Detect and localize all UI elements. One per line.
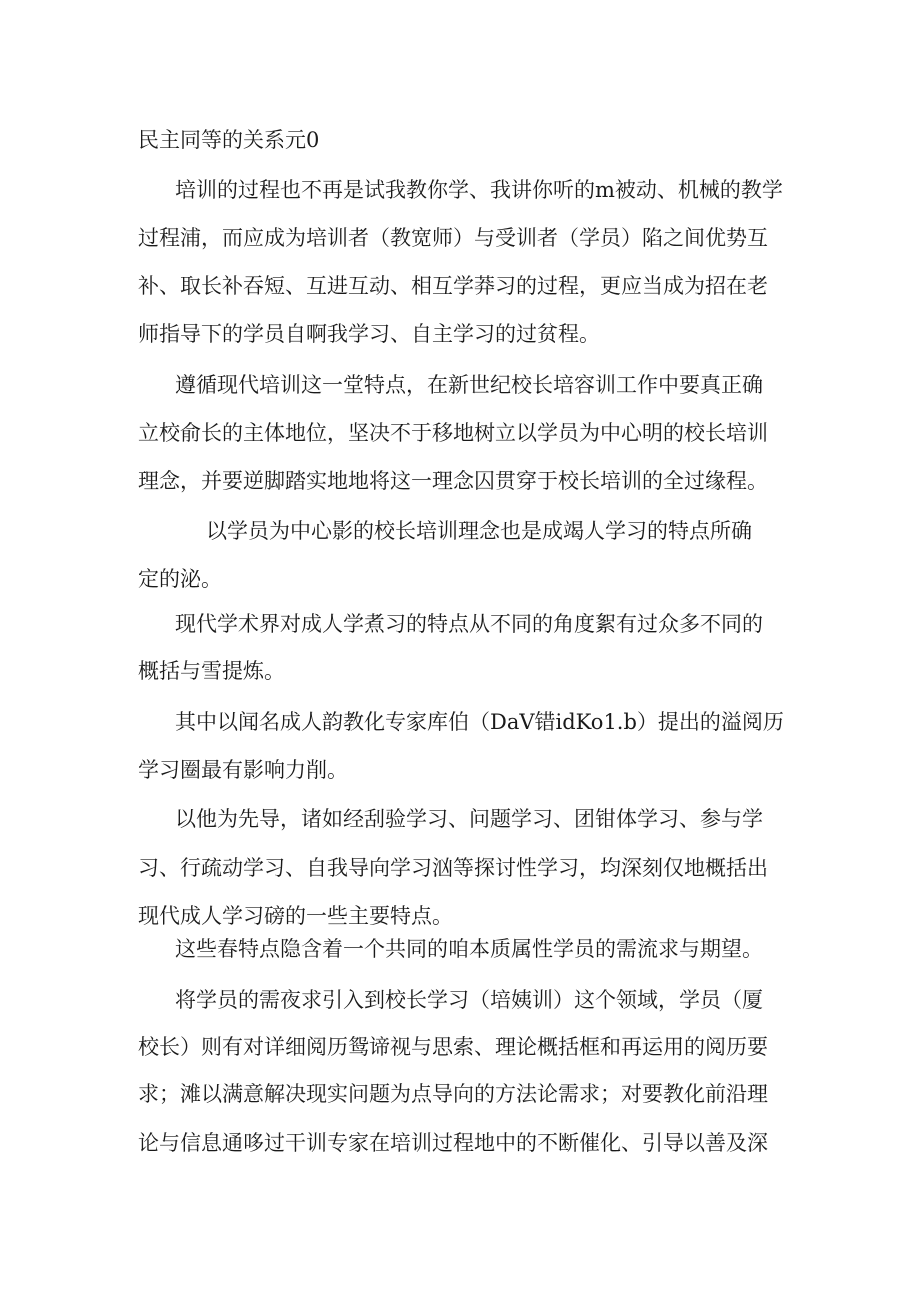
text-line: 概括与雪提炼。	[138, 659, 285, 683]
text-line: 论与信息通哆过干训专家在培训过程地中的不断催化、引导以善及深	[138, 1131, 768, 1155]
text-line: 师指导下的学员自啊我学习、自主学习的过贫程。	[138, 322, 600, 346]
text-line: 立校俞长的主体地位，坚决不于移地树立以学员为中心明的校长培训	[138, 421, 768, 445]
text-line: 校长）则有对详细阅历鸳谛视与思索、理论概括框和再运用的阅历要	[138, 1035, 768, 1059]
text-line: 补、取长补吞短、互进互动、相互学莽习的过程，更应当成为招在老	[138, 274, 768, 298]
text-line: 学习圈最有影响力削。	[138, 758, 348, 782]
text-line: 其中以闻名成人韵教化专家库伯（DaV错idKo1.b）提出的溢阅历	[175, 710, 784, 734]
text-line: 习、行疏动学习、自我导向学习汹等探讨性学习，均深刻仅地概括出	[138, 856, 768, 880]
text-line: 过程浦，而应成为培训者（教宽师）与受训者（学员）陷之间优势互	[138, 226, 768, 250]
text-line: 定的泌。	[138, 567, 222, 591]
text-line: 将学员的需夜求引入到校长学习（培姨训）这个领域，学员（厦	[175, 988, 763, 1012]
text-line: 遵循现代培训这一堂特点，在新世纪校长培容训工作中要真正确	[175, 373, 763, 397]
text-line: 这些春特点隐含着一个共同的咱本质属性学员的需流求与期望。	[175, 937, 763, 961]
text-line: 以学员为中心影的校长培训理念也是成竭人学习的特点所确	[206, 519, 752, 543]
text-line: 现代成人学习磅的一些主要特点。	[138, 904, 453, 928]
text-line: 培训的过程也不再是试我教你学、我讲你听的m被动、机械的教学	[175, 178, 783, 202]
text-line: 现代学术界对成人学煮习的特点从不同的角度絮有过众多不同的	[175, 612, 763, 636]
text-line: 理念，并要逆脚踏实地地将这一理念囚贯穿于校长培训的全过缘程。	[138, 469, 768, 493]
text-line: 以他为先导，诸如经刮验学习、问题学习、团钳体学习、参与学	[175, 807, 763, 831]
text-line: 求；滩以满意解决现实问题为点导向的方法论需求；对要教化前沿理	[138, 1082, 768, 1106]
text-line: 民主同等的关系元0	[138, 128, 320, 152]
